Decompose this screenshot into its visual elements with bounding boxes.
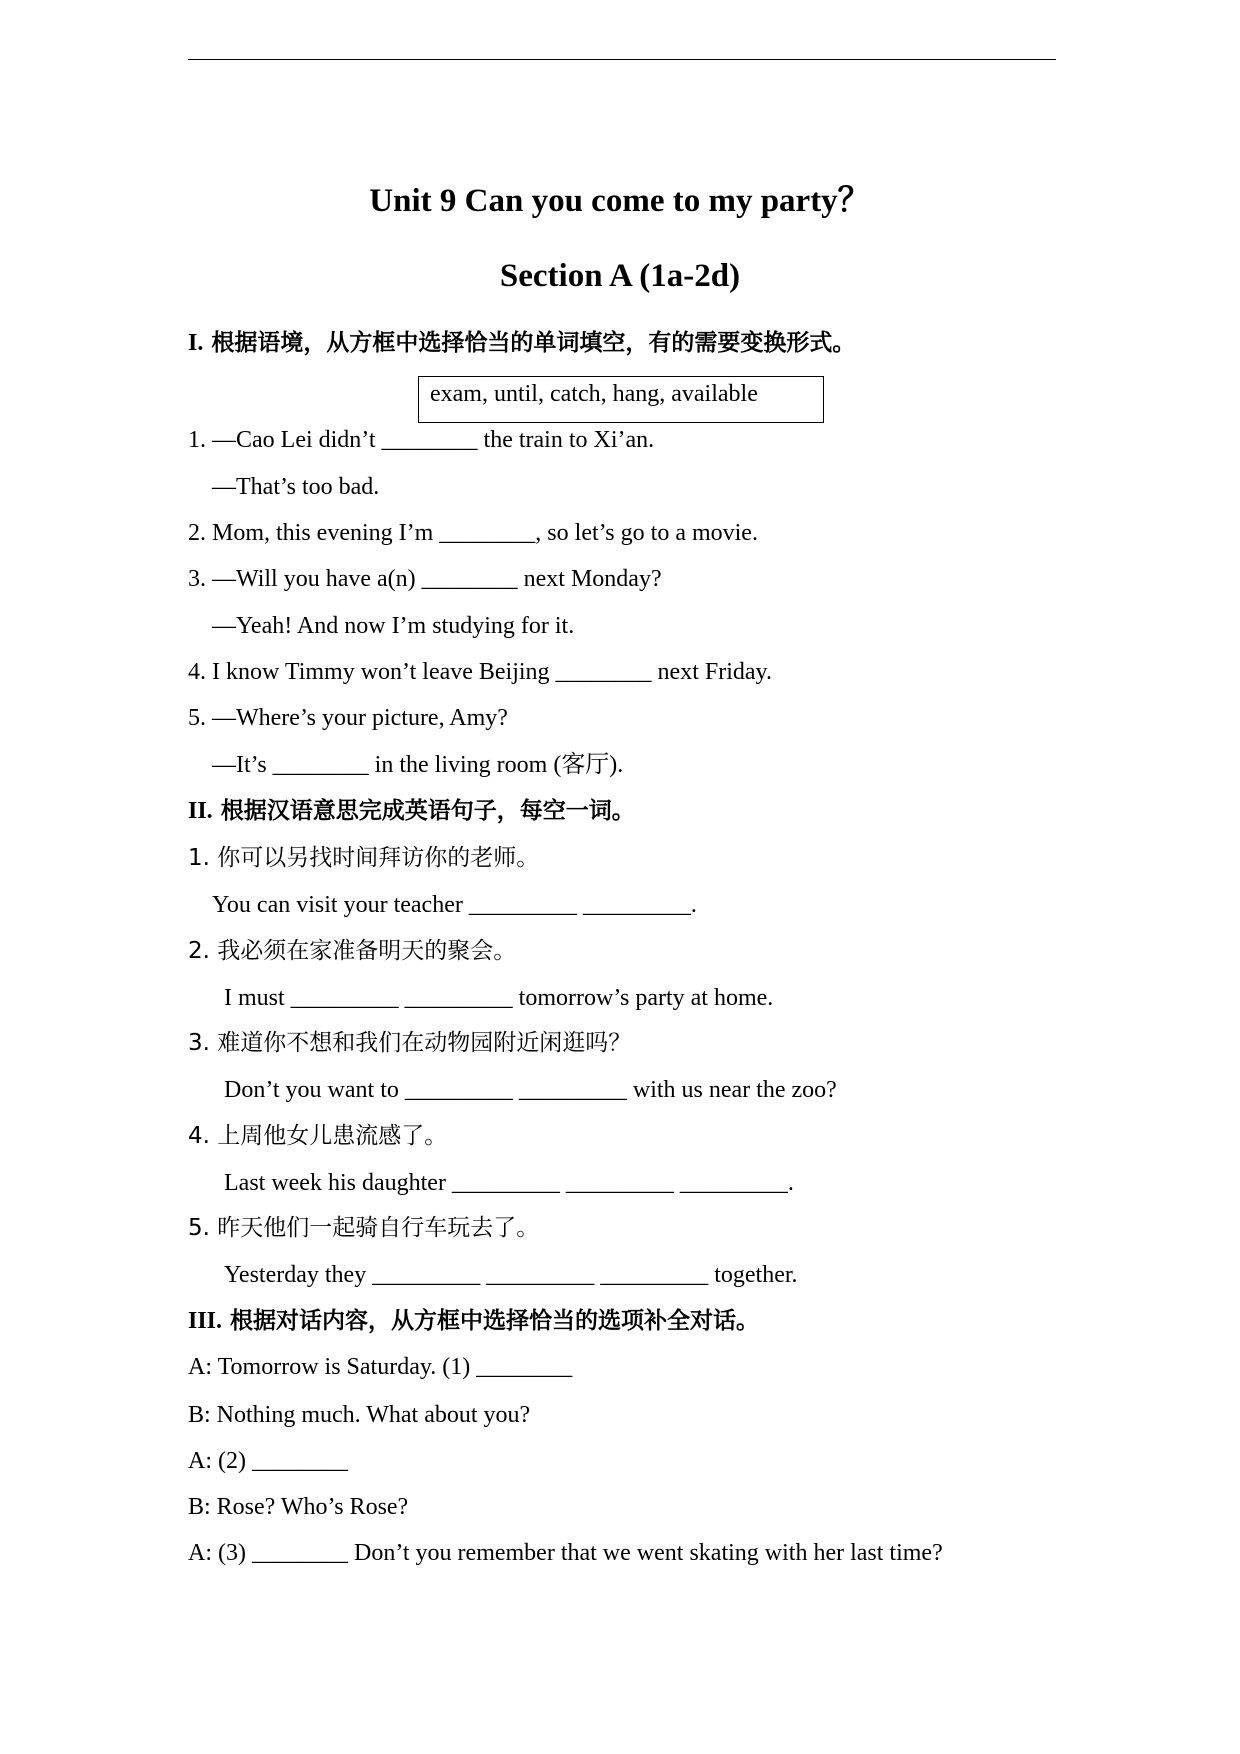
part1-line: —It’s ________ in the living room (客厅). (212, 752, 624, 778)
part2-chinese-line: 2. 我必须在家准备明天的聚会。 (188, 938, 517, 964)
part1-line: —Yeah! And now I’m studying for it. (212, 613, 575, 639)
part3-heading (188, 1306, 759, 1336)
part2-chinese-line: 5. 昨天他们一起骑自行车玩去了。 (188, 1215, 540, 1241)
part2-english-line: Yesterday they _________ _________ _________ together. (224, 1262, 798, 1288)
word-box: exam, until, catch, hang, available (418, 376, 824, 423)
part1-line: 5. —Where’s your picture, Amy? (188, 705, 508, 731)
part3-heading-num: III. (188, 1308, 223, 1334)
part1-line: 1. —Cao Lei didn’t ________ the train to Xi’an. (188, 427, 655, 453)
part1-heading (188, 328, 855, 358)
part1-heading-num: I. (188, 330, 204, 356)
dialogue-line: B: Rose? Who’s Rose? (188, 1494, 409, 1520)
part1-heading-text: 根据语境，从方框中选择恰当的单词填空，有的需要变换形式。 (203, 330, 856, 356)
page-title: Unit 9 Can you come to my party？ (369, 183, 871, 219)
part2-heading-text: 根据汉语意思完成英语句子，每空一词。 (212, 798, 635, 824)
part1-line: —That’s too bad. (212, 474, 380, 500)
part2-english-line: Don’t you want to _________ _________ with us near the zoo? (224, 1077, 837, 1103)
part2-english-line: I must _________ _________ tomorrow’s party at home. (224, 985, 774, 1011)
part2-english-line: You can visit your teacher _________ _________. (212, 892, 697, 918)
part2-chinese-line: 1. 你可以另找时间拜访你的老师。 (188, 845, 540, 871)
dialogue-line: B: Nothing much. What about you? (188, 1402, 531, 1428)
part3-heading-text: 根据对话内容，从方框中选择恰当的选项补全对话。 (222, 1308, 760, 1334)
part1-line: 4. I know Timmy won’t leave Beijing ________ next Friday. (188, 659, 772, 685)
part2-heading-num: II. (188, 798, 213, 824)
dialogue-line: A: (3) ________ Don’t you remember that we went skating with her last time? (188, 1540, 943, 1566)
part2-heading (188, 796, 635, 826)
part2-english-line: Last week his daughter _________ _________ _________. (224, 1170, 794, 1196)
part1-line: 3. —Will you have a(n) ________ next Monday? (188, 566, 662, 592)
part2-chinese-line: 4. 上周他女儿患流感了。 (188, 1123, 448, 1149)
part1-line: 2. Mom, this evening I’m ________, so let’s go to a movie. (188, 520, 758, 546)
header-rule (188, 59, 1056, 60)
part2-chinese-line: 3. 难道你不想和我们在动物园附近闲逛吗？ (188, 1030, 632, 1056)
page-subtitle: Section A (1a-2d) (499, 258, 741, 294)
dialogue-line: A: (2) ________ (188, 1448, 348, 1474)
dialogue-line: A: Tomorrow is Saturday. (1) ________ (188, 1354, 573, 1380)
